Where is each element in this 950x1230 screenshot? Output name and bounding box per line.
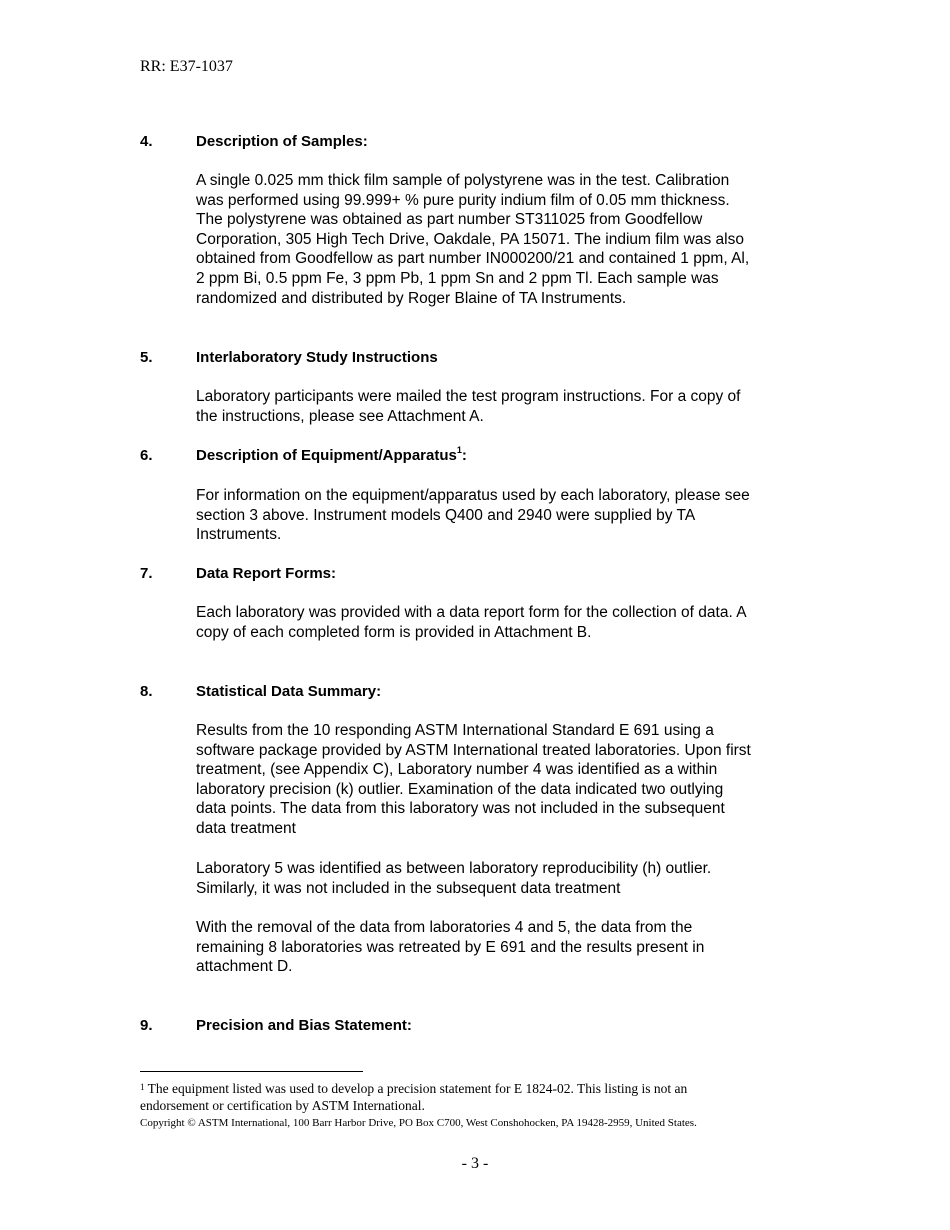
footnote-line: endorsement or certification by ASTM International. bbox=[140, 1098, 425, 1113]
text-line: Corporation, 305 High Tech Drive, Oakdale, PA 15071. The indium film was also bbox=[196, 230, 744, 248]
text-line: Instruments. bbox=[196, 526, 282, 544]
text-line: randomized and distributed by Roger Blaine of TA Instruments. bbox=[196, 289, 627, 307]
section-number: 6. bbox=[140, 447, 153, 464]
text-line: Laboratory 5 was identified as between laboratory reproducibility (h) outlier. bbox=[196, 860, 712, 877]
section-8-paragraph-1 bbox=[196, 721, 816, 839]
text-line: A single 0.025 mm thick film sample of polystyrene was in the test. Calibration bbox=[196, 172, 730, 189]
text-line: The polystyrene was obtained as part number ST311025 from Goodfellow bbox=[196, 211, 703, 229]
section-5-paragraph bbox=[196, 387, 816, 426]
text-line: Results from the 10 responding ASTM International Standard E 691 using a bbox=[196, 722, 714, 739]
text-line: the instructions, please see Attachment A. bbox=[196, 407, 484, 425]
section-title-suffix: : bbox=[461, 447, 467, 464]
text-line: copy of each completed form is provided in Attachment B. bbox=[196, 623, 592, 641]
section-8-paragraph-2 bbox=[196, 859, 816, 898]
text-line: Laboratory participants were mailed the test program instructions. For a copy of bbox=[196, 388, 741, 405]
footnote-line: The equipment listed was used to develop a precision statement for E 1824-02. This listing is not an bbox=[144, 1081, 688, 1096]
text-line: data points. The data from this laboratory was not included in the subsequent bbox=[196, 800, 725, 818]
section-number: 7. bbox=[140, 565, 153, 582]
text-line: was performed using 99.999+ % pure purity indium film of 0.05 mm thickness. bbox=[196, 191, 730, 209]
footnote-divider bbox=[140, 1071, 363, 1072]
text-line: section 3 above. Instrument models Q400 and 2940 were supplied by TA bbox=[196, 506, 696, 524]
section-title bbox=[196, 447, 467, 464]
text-line: For information on the equipment/apparatus used by each laboratory, please see bbox=[196, 487, 750, 504]
text-line: With the removal of the data from laboratories 4 and 5, the data from the bbox=[196, 919, 693, 936]
section-title: Statistical Data Summary: bbox=[196, 683, 382, 700]
section-number: 5. bbox=[140, 349, 153, 366]
text-line: remaining 8 laboratories was retreated by E 691 and the results present in bbox=[196, 938, 705, 956]
text-line: Each laboratory was provided with a data report form for the collection of data. A bbox=[196, 604, 747, 621]
text-line: laboratory precision (k) outlier. Examination of the data indicated two outlying bbox=[196, 780, 724, 798]
report-id: RR: E37-1037 bbox=[140, 58, 233, 75]
section-number: 4. bbox=[140, 133, 153, 150]
text-line: obtained from Goodfellow as part number IN000200/21 and contained 1 ppm, Al, bbox=[196, 250, 750, 268]
footnote bbox=[140, 1080, 687, 1114]
footnote-marker: 1 bbox=[140, 1082, 145, 1092]
section-4-paragraph bbox=[196, 171, 816, 308]
section-title: Interlaboratory Study Instructions bbox=[196, 349, 438, 366]
text-line: treatment, (see Appendix C), Laboratory number 4 was identified as a within bbox=[196, 761, 718, 779]
page-number: - 3 - bbox=[461, 1155, 489, 1172]
section-number: 8. bbox=[140, 683, 153, 700]
text-line: software package provided by ASTM International treated laboratories. Upon first bbox=[196, 741, 751, 759]
text-line: Similarly, it was not included in the subsequent data treatment bbox=[196, 879, 621, 897]
section-7-paragraph bbox=[196, 603, 816, 642]
footnote-reference: 1 bbox=[456, 445, 462, 455]
section-title-text: Description of Equipment/Apparatus bbox=[196, 447, 457, 464]
text-line: 2 ppm Bi, 0.5 ppm Fe, 3 ppm Pb, 1 ppm Sn and 2 ppm Tl. Each sample was bbox=[196, 269, 719, 287]
section-title: Data Report Forms: bbox=[196, 565, 337, 582]
section-title: Description of Samples: bbox=[196, 133, 368, 150]
text-line: data treatment bbox=[196, 819, 296, 837]
section-8-paragraph-3 bbox=[196, 918, 816, 977]
section-6-paragraph bbox=[196, 486, 816, 545]
section-title: Precision and Bias Statement: bbox=[196, 1017, 412, 1034]
section-number: 9. bbox=[140, 1017, 153, 1034]
copyright-notice: Copyright © ASTM International, 100 Barr Harbor Drive, PO Box C700, West Conshohocken, PA 19428-2959, United States. bbox=[140, 1117, 697, 1129]
text-line: attachment D. bbox=[196, 958, 293, 976]
